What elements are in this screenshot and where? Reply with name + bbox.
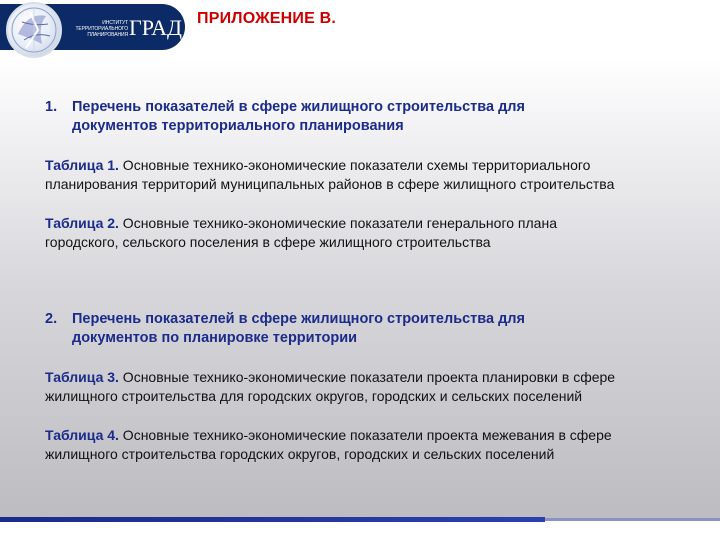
table-4-label: Таблица 4. [45,427,119,443]
table-3-label: Таблица 3. [45,369,119,385]
section-2-heading [45,310,705,348]
institute-line-1: ИНСТИТУТ [102,20,128,26]
institute-line-3: ПЛАНИРОВАНИЯ [87,32,128,38]
table-3-text-line-2: жилищного строительства для городских округов, городских и сельских поселений [45,388,583,404]
brand-name: ГРАД [129,15,183,40]
globe-logo-icon [6,2,62,58]
table-3-text-line-1: Основные технико-экономические показатели проекта планировки в сфере [118,369,616,385]
section-1-number: 1. [45,99,58,115]
table-1-text-line-1: Основные технико-экономические показатели схемы территориального [118,157,591,173]
institute-line-2: ТЕРРИТОРИАЛЬНОГО [75,26,128,32]
table-4-text-line-1: Основные технико-экономические показатели проекта межевания в сфере [118,427,612,443]
table-1-text-line-2: планирования территорий муниципальных районов в сфере жилищного строительства [45,176,615,192]
section-2-number: 2. [45,311,58,327]
table-4-description [45,426,710,464]
footer-bar [0,517,545,522]
table-1-label: Таблица 1. [45,157,119,173]
table-2-label: Таблица 2. [45,215,119,231]
table-2-description [45,214,710,252]
table-1-description [45,156,710,194]
section-1-heading-line-2: документов территориального планирования [72,118,404,134]
table-3-description [45,368,710,406]
header [0,0,720,58]
section-1-heading-line-1: Перечень показателей в сфере жилищного строительства для [72,99,525,115]
footer-area [0,520,720,540]
content-panel [0,58,720,520]
footer-bar-secondary [545,518,720,521]
table-4-text-line-2: жилищного строительства городских округов, городских и сельских поселений [45,446,555,462]
section-2-heading-line-1: Перечень показателей в сфере жилищного строительства для [72,311,525,327]
page-title: ПРИЛОЖЕНИЕ В. [197,10,337,27]
table-2-text-line-2: городского, сельского поселения в сфере жилищного строительства [45,234,491,250]
institute-name [64,20,128,38]
section-1-heading [45,98,705,136]
table-2-text-line-1: Основные технико-экономические показатели генерального плана [118,215,557,231]
section-2-heading-line-2: документов по планировке территории [72,330,358,346]
